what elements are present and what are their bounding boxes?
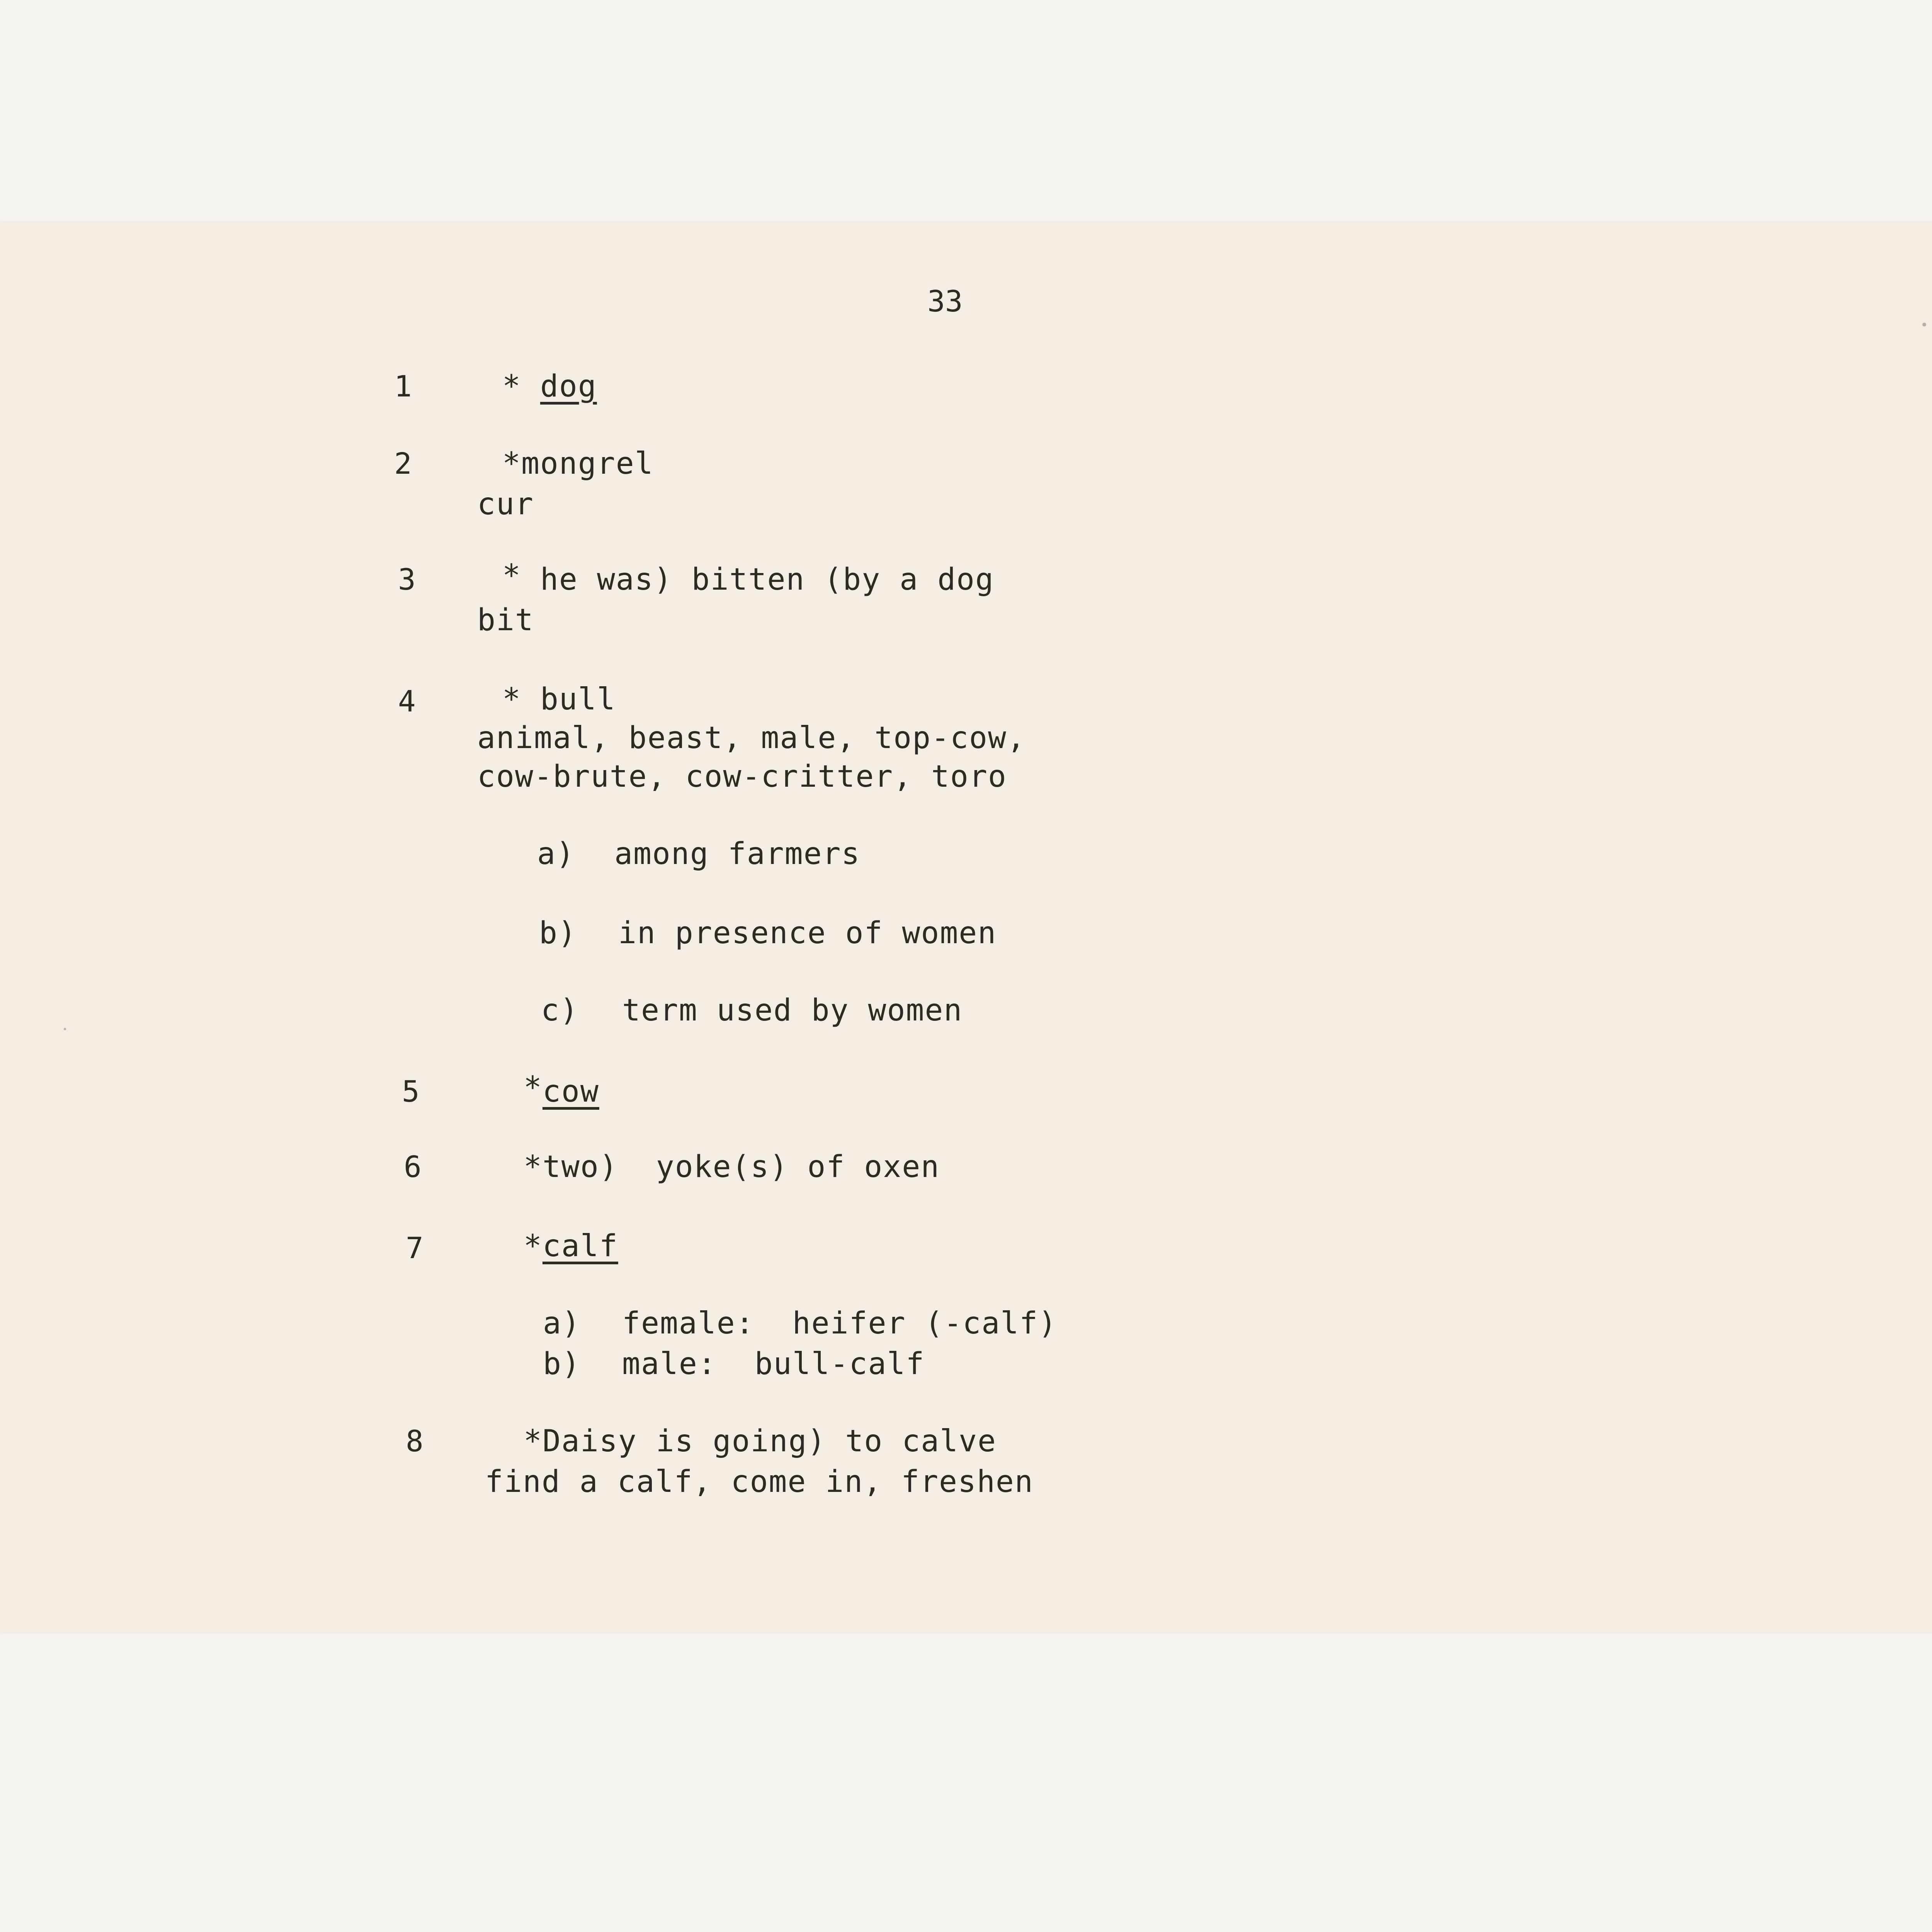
subitem-text: in presence of women [618,916,997,951]
entry-number: 8 [406,1424,423,1458]
subitem-label: a) [537,837,575,871]
subitem-text: term used by women [622,993,963,1028]
entry-number: 3 [398,562,416,597]
entry-headword: *two) yoke(s) of oxen [524,1150,940,1184]
entry-variant: bit [477,603,534,638]
entry-headword: * bull [502,682,616,717]
entry-number: 5 [402,1074,420,1109]
entry-headword: *mongrel [502,446,654,481]
page-number: 33 [927,284,963,318]
subitem-label: b) [543,1347,581,1381]
paper-speck [1922,323,1926,327]
subitem-text: male: bull-calf [622,1347,925,1381]
entry-number: 4 [398,684,416,718]
entry-headword: * dog [502,369,597,404]
entry-number: 1 [394,369,412,403]
subitem-text: among farmers [614,837,861,871]
subitem-label: b) [539,916,577,951]
entry-variant: cow-brute, cow-critter, toro [477,759,1007,794]
entry-variant: animal, beast, male, top-cow, [477,721,1026,755]
entry-variant: cur [477,487,534,522]
subitem-label: a) [543,1306,581,1341]
subitem-text: female: heifer (-calf) [622,1306,1058,1341]
entry-headword: *cow [524,1070,599,1109]
entry-number: 2 [394,446,412,481]
entry-variant: find a calf, come in, freshen [485,1464,1034,1499]
entry-number: 7 [406,1231,423,1265]
subitem-label: c) [541,993,579,1028]
entry-headword: * he was) bitten (by a dog [502,558,994,597]
entry-headword: *Daisy is going) to calve [524,1424,997,1459]
entry-number: 6 [404,1150,422,1184]
paper-speck [64,1028,66,1030]
entry-headword: *calf [524,1229,618,1264]
